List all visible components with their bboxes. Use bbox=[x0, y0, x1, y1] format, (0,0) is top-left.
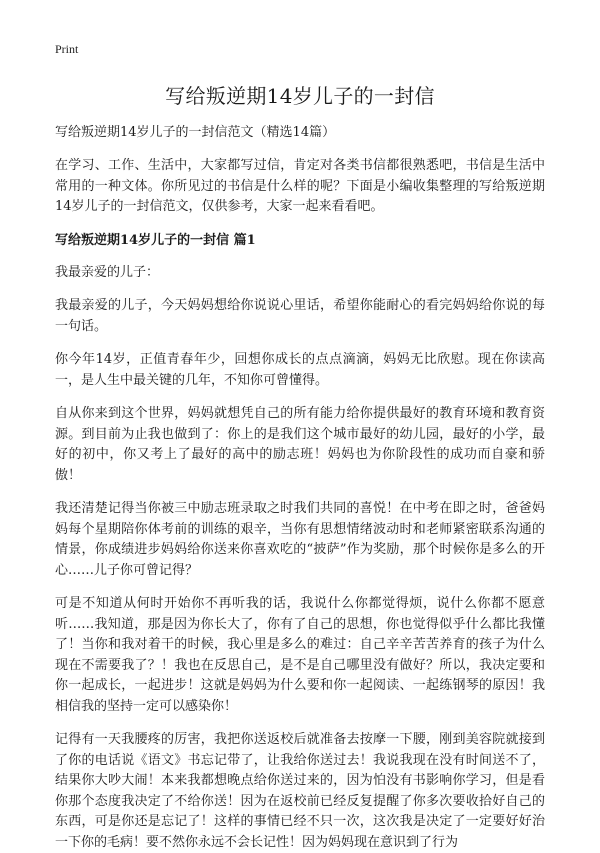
intro-paragraph: 在学习、工作、生活中，大家都写过信，肯定对各类书信都很熟悉吧，书信是生活中常用的一种文体。你所见过的书信是什么样的呢？下面是小编收集整理的写给叛逆期14岁儿子的一封信范文，仅供参考，大家一起来看看吧。 bbox=[55, 158, 545, 214]
document-subtitle: 写给叛逆期14岁儿子的一封信范文（精选14篇） bbox=[55, 125, 336, 140]
section-heading: 写给叛逆期14岁儿子的一封信 篇1 bbox=[55, 232, 256, 248]
letter-paragraph: 可是不知道从何时开始你不再听我的话，我说什么你都觉得烦，说什么你都不愿意听……我知道，那是因为你长大了，你有了自己的思想，你也觉得似乎什么都比我懂了！当你和我对着干的时候，我心里是多么的难过：自己辛辛苦苦养育的孩子为什么现在不需要我了？！我也在反思自己，是不是自己哪里没有做好？所以，我决定要和你一起成长，一起进步！这就是妈妈为什么要和你一起阅读、一起练钢琴的原因！我相信我的坚持一定可以感染你！ bbox=[55, 596, 545, 714]
letter-paragraph: 自从你来到这个世界，妈妈就想凭自己的所有能力给你提供最好的教育环境和教育资源。到目前为止我也做到了：你上的是我们这个城市最好的幼儿园，最好的小学，最好的初中，你又考上了最好的高中的励志班！妈妈也为你阶段性的成功而自豪和骄傲！ bbox=[55, 406, 545, 483]
letter-salutation: 我最亲爱的儿子： bbox=[55, 264, 160, 280]
letter-paragraph: 我还清楚记得当你被三中励志班录取之时我们共同的喜悦！在中考在即之时，爸爸妈妈每个星期陪你体考前的训练的艰辛，当你有思想情绪波动时和老师紧密联系沟通的情景，你成绩进步妈妈给你送来你喜欢吃的“披萨”作为奖励，那个时候你是多么的开心……儿子你可曾记得？ bbox=[55, 501, 545, 578]
letter-paragraph: 我最亲爱的儿子，今天妈妈想给你说说心里话，希望你能耐心的看完妈妈给你说的每一句话。 bbox=[55, 298, 545, 334]
letter-paragraph: 你今年14岁，正值青春年少，回想你成长的点点滴滴，妈妈无比欣慰。现在你读高一，是人生中最关键的几年，不知你可曾懂得。 bbox=[55, 352, 545, 388]
document-title: 写给叛逆期14岁儿子的一封信 bbox=[165, 84, 435, 108]
print-link[interactable]: Print bbox=[55, 42, 79, 56]
letter-paragraph: 记得有一天我腰疼的厉害，我把你送返校后就准备去按摩一下腰，刚到美容院就接到了你的电话说《语文》书忘记带了，让我给你送过去！我说我现在没有时间送不了，结果你大吵大闹！本来我都想晚点给你送过来的，因为怕没有书影响你学习，但是看你那个态度我决定了不给你送！因为在返校前已经反复提醒了你多次要收拾好自己的东西，可是你还是忘记了！这样的事情已经不只一次，这次我是决定了一定要好好治一下你的毛病！要不然你永远不会长记性！因为妈妈现在意识到了行为 bbox=[55, 732, 545, 850]
